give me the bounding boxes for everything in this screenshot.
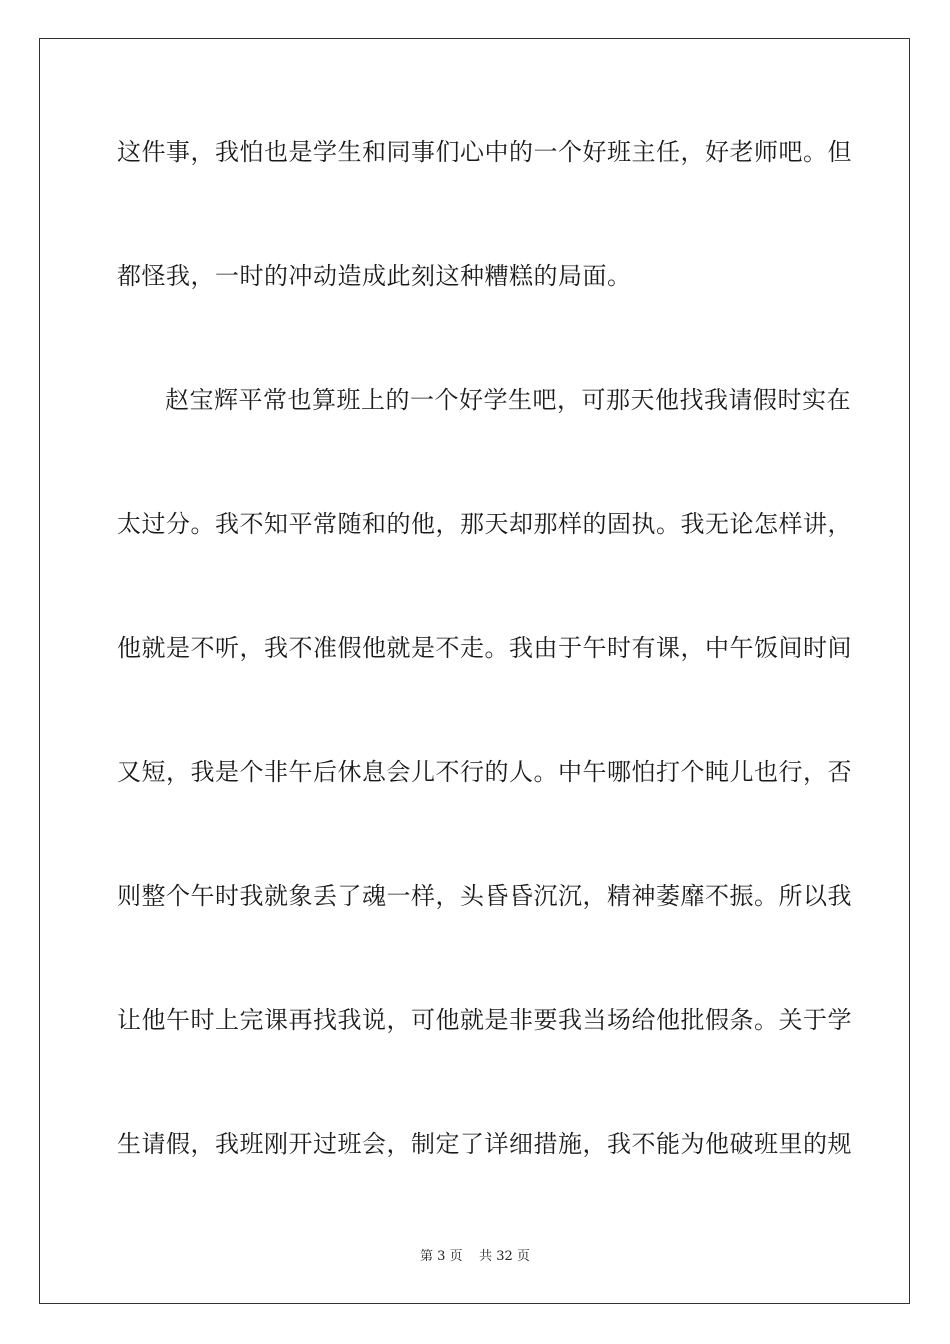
body-line-4: 太过分。我不知平常随和的他，那天却那样的固执。我无论怎样讲， bbox=[117, 510, 852, 538]
page-footer bbox=[0, 1248, 950, 1266]
body-line-9: 生请假，我班刚开过班会，制定了详细措施，我不能为他破班里的规 bbox=[117, 1130, 852, 1158]
body-line-1: 这件事，我怕也是学生和同事们心中的一个好班主任，好老师吧。但 bbox=[117, 138, 852, 166]
body-line-7: 则整个午时我就象丢了魂一样，头昏昏沉沉，精神萎靡不振。所以我 bbox=[117, 882, 852, 910]
body-line-8: 让他午时上完课再找我说，可他就是非要我当场给他批假条。关于学 bbox=[117, 1006, 852, 1034]
page-frame bbox=[39, 38, 910, 1304]
total-pages: 共 32 页 bbox=[479, 1249, 530, 1264]
page-number: 第 3 页 bbox=[420, 1249, 463, 1264]
body-line-2: 都怪我，一时的冲动造成此刻这种糟糕的局面。 bbox=[117, 262, 632, 290]
body-line-5: 他就是不听，我不准假他就是不走。我由于午时有课，中午饭间时间 bbox=[117, 634, 852, 662]
body-line-6: 又短，我是个非午后休息会儿不行的人。中午哪怕打个盹儿也行，否 bbox=[117, 758, 852, 786]
body-line-3: 赵宝辉平常也算班上的一个好学生吧，可那天他找我请假时实在 bbox=[165, 386, 851, 414]
footer-spacer bbox=[463, 1249, 480, 1264]
